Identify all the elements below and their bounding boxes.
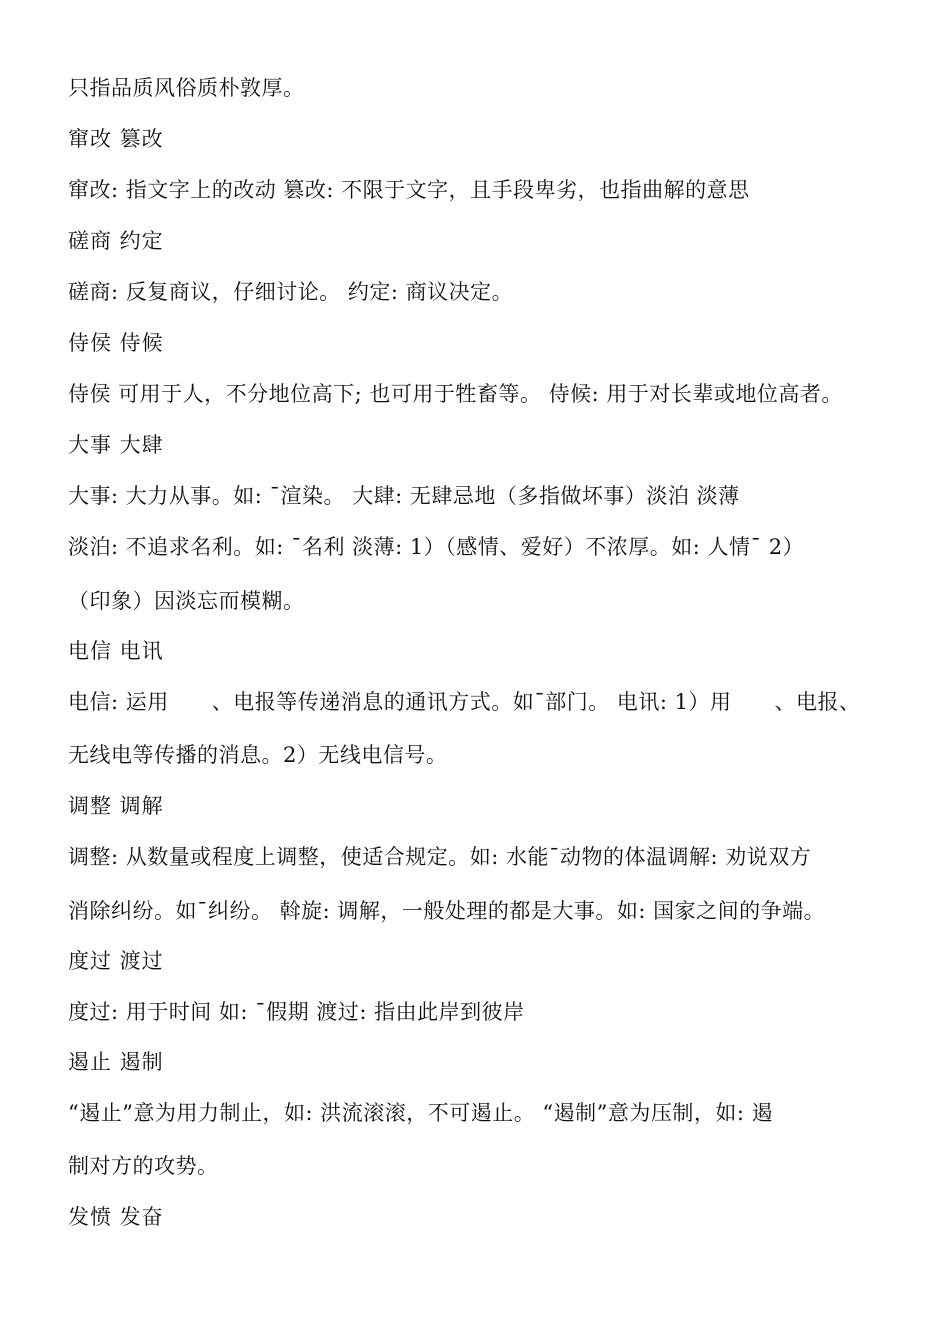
text-line: 电信: 运用 、电报等传递消息的通讯方式。如¯部门。 电讯: 1）用 、电报、 [68,690,861,714]
text-line: 淡泊: 不追求名利。如: ¯名利 淡薄: 1）（感情、爱好）不浓厚。如: 人情¯ 2） [68,535,805,559]
term-heading: 电信 电讯 [68,639,164,663]
text-line: 无线电等传播的消息。2）无线电信号。 [68,743,448,767]
text-line: 只指品质风俗质朴敦厚。 [68,76,305,100]
term-heading: 遏止 遏制 [68,1050,164,1074]
text-line: 磋商: 反复商议，仔细讨论。 约定: 商议决定。 [68,280,514,304]
term-heading: 侍侯 侍候 [68,331,164,355]
text-line: 消除纠纷。如¯纠纷。 斡旋: 调解，一般处理的都是大事。如: 国家之间的争端。 [68,899,826,923]
text-line: （印象）因淡忘而模糊。 [68,589,305,613]
term-heading: 发愤 发奋 [68,1205,164,1229]
term-heading: 度过 渡过 [68,949,164,973]
term-heading: 大事 大肆 [68,433,164,457]
text-line: 度过: 用于时间 如: ¯假期 渡过: 指由此岸到彼岸 [68,1000,525,1024]
term-heading: 调整 调解 [68,794,164,818]
text-line: 制对方的攻势。 [68,1154,219,1178]
term-heading: 窜改 篡改 [68,127,164,151]
text-line: 侍侯 可用于人，不分地位高下; 也可用于牲畜等。 侍候: 用于对长辈或地位高者。 [68,382,843,406]
text-line: 调整: 从数量或程度上调整，使适合规定。如: 水能¯动物的体温调解: 劝说双方 [68,845,812,869]
text-line: “遏止”意为用力制止，如: 洪流滚滚，不可遏止。 “遏制”意为压制，如: 遏 [68,1101,774,1125]
text-line: 大事: 大力从事。如: ¯渲染。 大肆: 无肆忌地（多指做坏事）淡泊 淡薄 [68,484,740,508]
text-line: 窜改: 指文字上的改动 篡改: 不限于文字，且手段卑劣，也指曲解的意思 [68,178,750,202]
term-heading: 磋商 约定 [68,229,164,253]
